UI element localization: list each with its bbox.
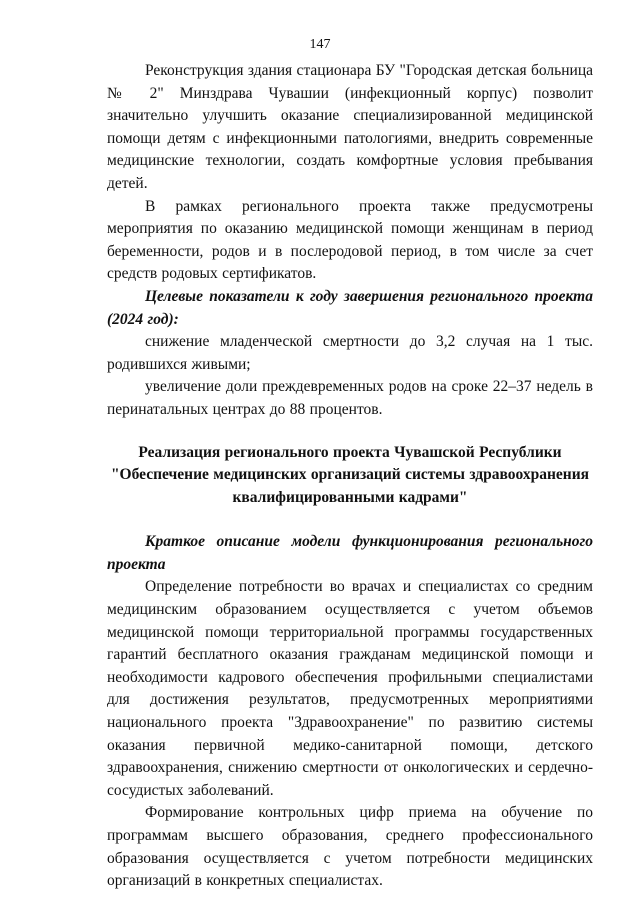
section-heading-line-2: "Обеспечение медицинских организаций системы здравоохранения bbox=[110, 466, 590, 484]
document-body bbox=[107, 60, 593, 893]
paragraph-admission-quotas: Формирование контрольных цифр приема на обучение по программам высшего образования, среднего профессионального образования осуществляется с учетом потребности медицинских организаций в конкретных специалистах. bbox=[107, 804, 593, 890]
section-heading bbox=[107, 442, 593, 510]
paragraph-staffing-needs: Определение потребности во врачах и специалистах со средним медицинским образованием осуществляется с учетом объемов медицинской помощи территориальной программы государственных гарантий бесплатного оказания гражданам медицинской помощи и необходимости кадрового обеспечения профильными специалистами для достижения результатов, предусмотренных мероприятиями национального проекта "Здравоохранение" по развитию системы оказания первичной медико-санитарной помощи, детского здравоохранения, снижению смертности от онкологических и сердечно-сосудистых заболеваний. bbox=[107, 578, 593, 799]
paragraph-hospital-reconstruction: Реконструкция здания стационара БУ "Городская детская больница № 2" Минздрава Чувашии (инфекционный корпус) позволит значительно улучшить оказание специализированной медицинской помощи детям с инфекционными патологиями, внедрить современные медицинские технологии, создать комфортные условия пребывания детей. bbox=[107, 62, 593, 192]
target-infant-mortality: снижение младенческой смертности до 3,2 случая на 1 тыс. родившихся живыми; bbox=[107, 333, 593, 373]
model-description-heading: Краткое описание модели функционирования регионального проекта bbox=[107, 533, 593, 573]
page-number: 147 bbox=[309, 37, 331, 52]
targets-heading: Целевые показатели к году завершения регионального проекта (2024 год): bbox=[107, 287, 593, 328]
section-heading-line-3: квалифицированными кадрами" bbox=[232, 488, 468, 506]
section-heading-line-1: Реализация регионального проекта Чувашской Республики bbox=[138, 443, 562, 461]
paragraph-maternal-care: В рамках регионального проекта также предусмотрены мероприятия по оказанию медицинской помощи женщинам в период беременности, родов и в послеродовой период, в том числе за счет средств родовых сертификатов. bbox=[107, 197, 593, 283]
target-premature-births: увеличение доли преждевременных родов на сроке 22–37 недель в перинатальных центрах до 88 процентов. bbox=[107, 378, 593, 418]
